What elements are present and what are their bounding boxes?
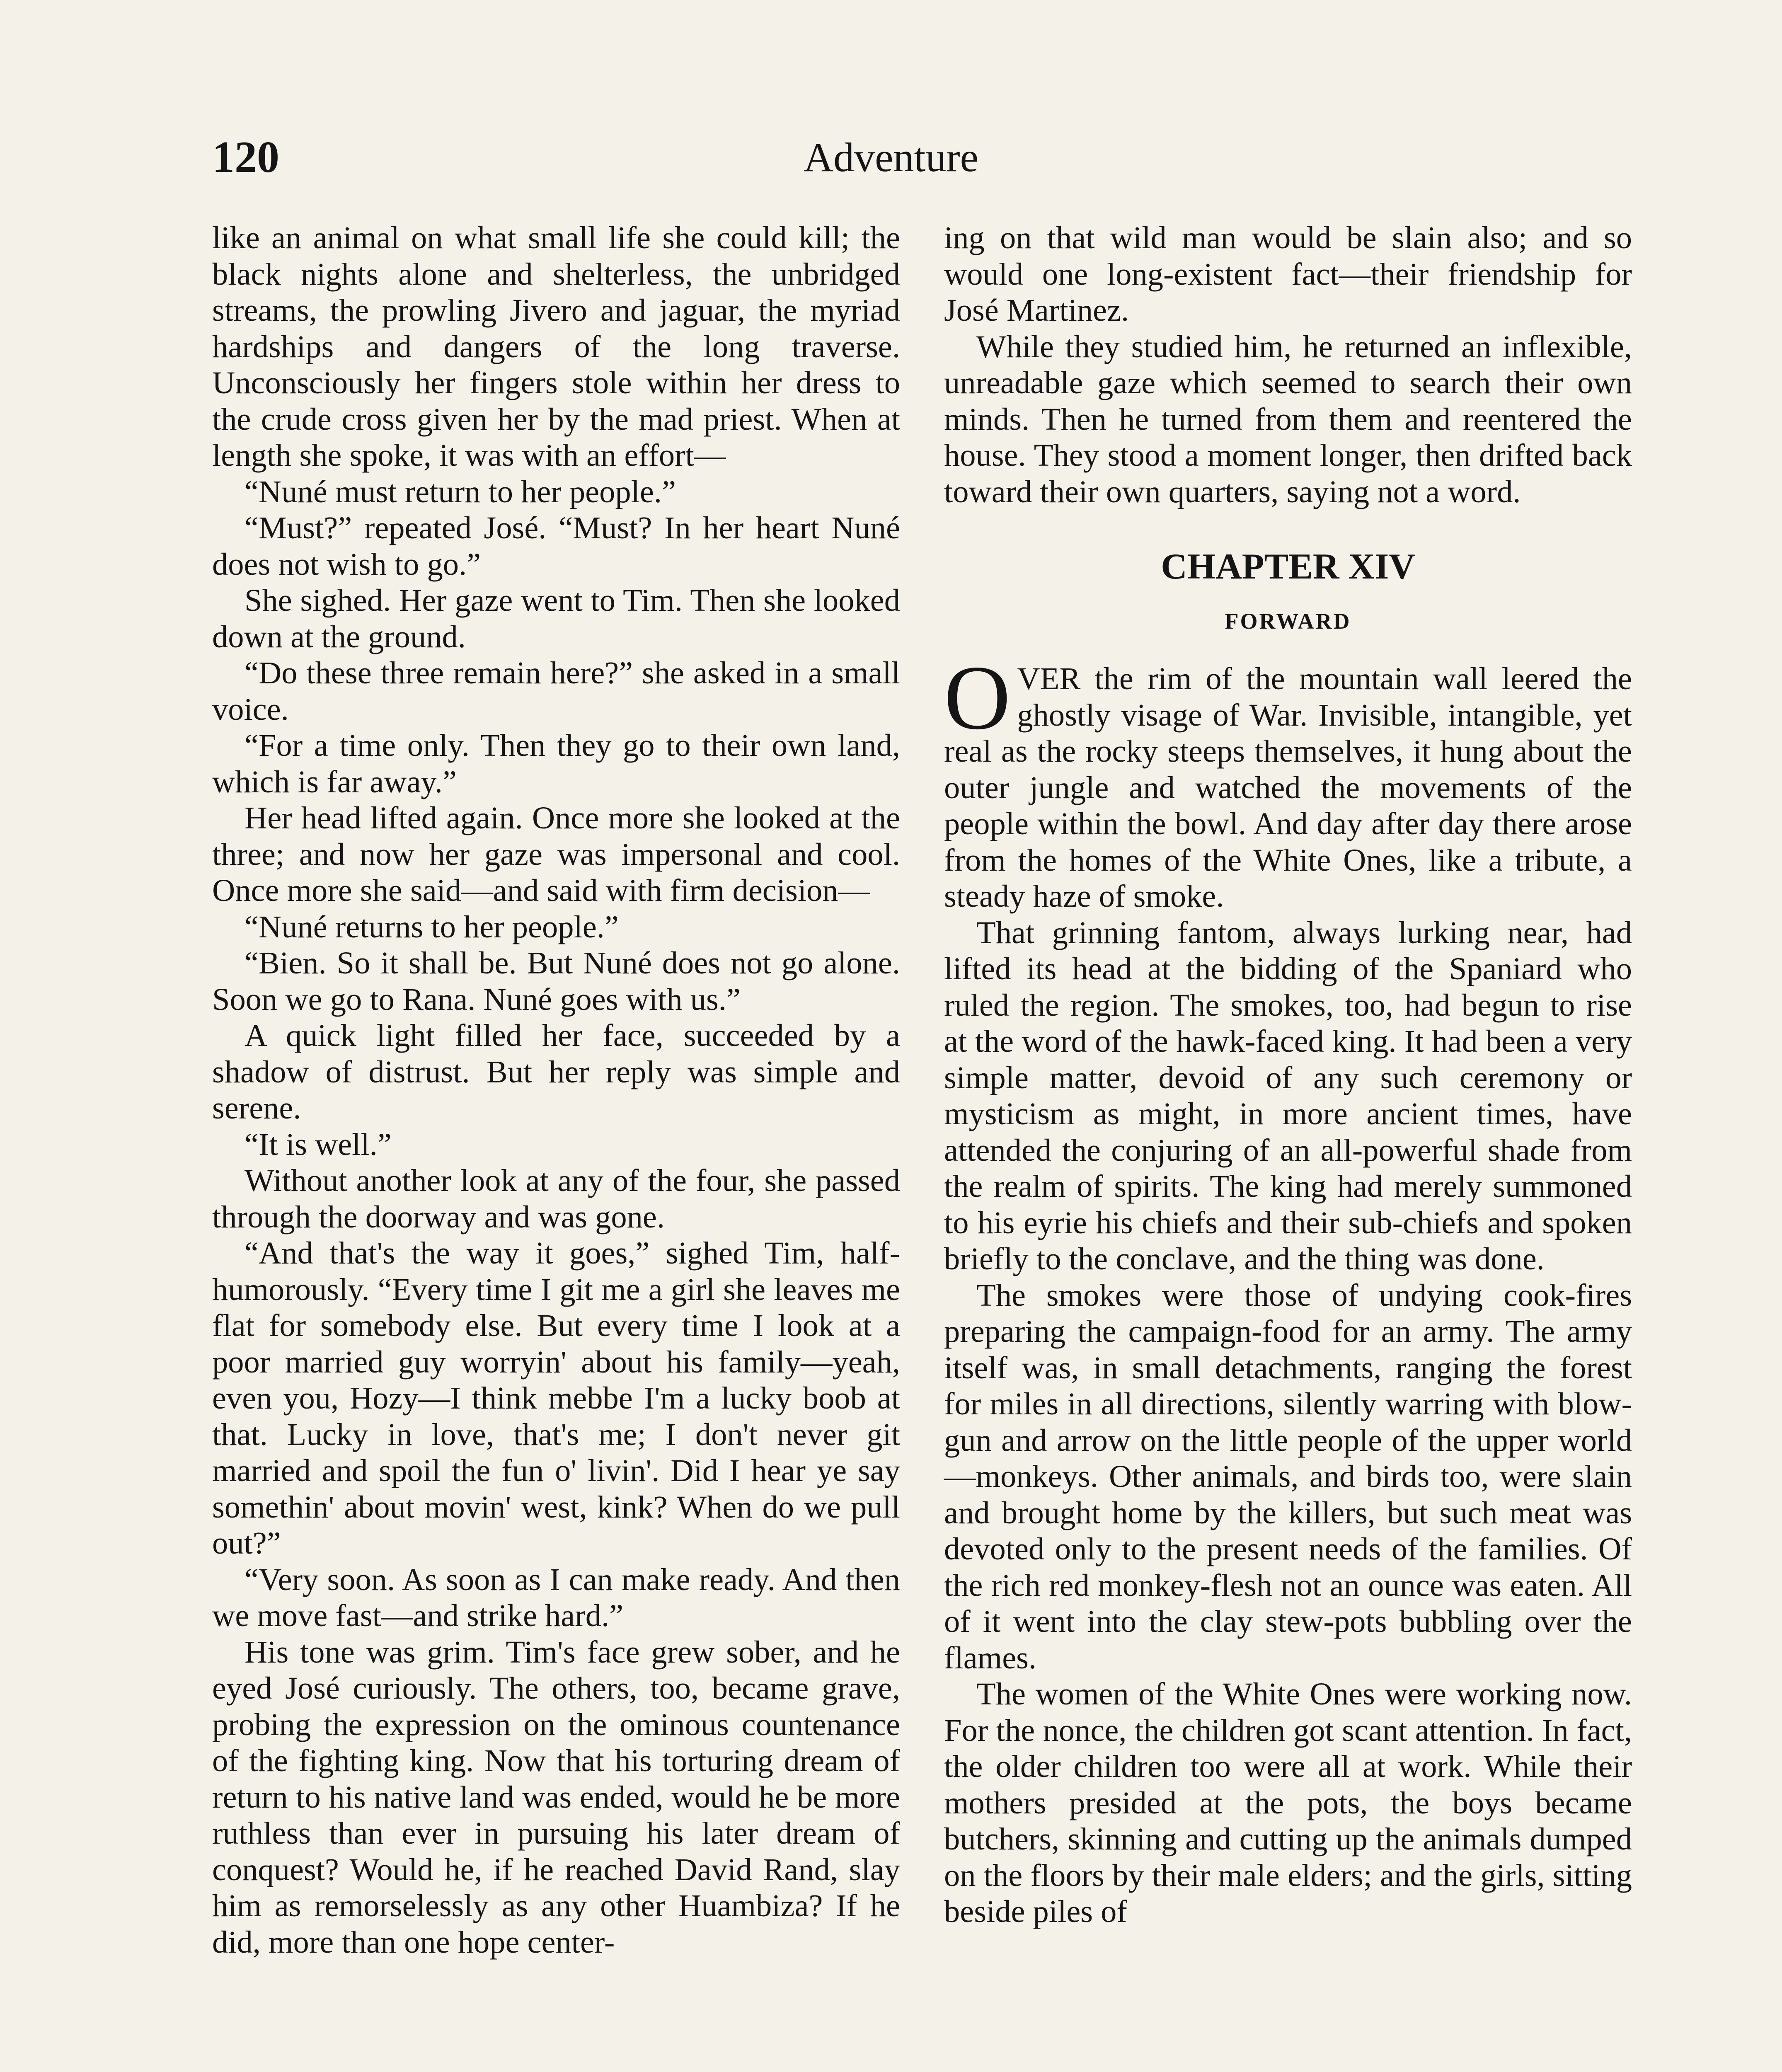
- chapter-subtitle: FORWARD: [1225, 609, 1351, 634]
- right-column: [944, 220, 1632, 1930]
- paragraph: “For a time only. Then they go to their own land, which is far away.”: [212, 728, 900, 799]
- paragraph: His tone was grim. Tim's face grew sober, and he eyed José curiously. The others, too, became grave, probing the expression on the ominous countenance of the fighting king. Now that his torturing dream of return to his native land was ended, would he be more ruthless than ever in pursuing his later dream of conquest? Would he, if he reached David Rand, slay him as remorselessly as any other Huambiza? If he did, more than one hope center-: [212, 1634, 900, 1960]
- paragraph: The smokes were those of undying cook-fires preparing the campaign-food for an army. The army itself was, in small detachments, ranging the forest for miles in all directions, silently warring with blow-gun and arrow on the little people of the upper world—monkeys. Other animals, and birds too, were slain and brought home by the killers, but such meat was devoted only to the present needs of the families. Of the rich red monkey-flesh not an ounce was eaten. All of it went into the clay stew-pots bubbling over the flames.: [944, 1277, 1632, 1675]
- paragraph: Her head lifted again. Once more she looked at the three; and now her gaze was impersonal and cool. Once more she said—and said with firm decision—: [212, 800, 900, 908]
- paragraph: A quick light filled her face, succeeded by a shadow of distrust. But her reply was simple and serene.: [212, 1018, 900, 1126]
- page-number: 120: [212, 133, 279, 182]
- running-title: Adventure: [803, 134, 979, 180]
- paragraph: “Must?” repeated José. “Must? In her heart Nuné does not wish to go.”: [212, 510, 900, 582]
- paragraph: “Nuné returns to her people.”: [245, 909, 619, 944]
- paragraph: “Bien. So it shall be. But Nuné does not go alone. Soon we go to Rana. Nuné goes with us.”: [212, 945, 900, 1017]
- chapter-heading: CHAPTER XIV: [1161, 547, 1415, 587]
- chapter-opening-paragraph: [944, 647, 1632, 915]
- drop-cap: O: [944, 647, 1011, 749]
- paragraph: She sighed. Her gaze went to Tim. Then she looked down at the ground.: [212, 583, 900, 654]
- paragraph: “Very soon. As soon as I can make ready. And then we move fast—and strike hard.”: [212, 1561, 900, 1633]
- page-header: [212, 128, 1570, 199]
- paragraph: “Do these three remain here?” she asked in a small voice.: [212, 655, 900, 727]
- chapter-opening-text: VER the rim of the mountain wall leered the ghostly visage of War. Invisible, intangible, yet real as the rocky steeps themselves, it hung about the outer jungle and watched the movements of the people within the bowl. And day after day there arose from the homes of the White Ones, like a tribute, a steady haze of smoke.: [944, 661, 1632, 914]
- paragraph: While they studied him, he returned an inflexible, unreadable gaze which seemed to search their own minds. Then he turned from them and reentered the house. They stood a moment longer, then drifted back toward their own quarters, saying not a word.: [944, 329, 1632, 509]
- paragraph: Without another look at any of the four, she passed through the doorway and was gone.: [212, 1163, 900, 1234]
- paragraph: like an animal on what small life she could kill; the black nights alone and shelterless, the unbridged streams, the prowling Jivero and jaguar, the myriad hardships and dangers of the long traverse. Unconsciously her fingers stole within her dress to the crude cross given her by the mad priest. When at length she spoke, it was with an effort—: [212, 220, 900, 473]
- paragraph: “It is well.”: [245, 1126, 392, 1162]
- left-column: [212, 220, 900, 1960]
- paragraph: ing on that wild man would be slain also; and so would one long-existent fact—their friendship for José Martinez.: [944, 220, 1632, 328]
- paragraph: “And that's the way it goes,” sighed Tim, half-humorously. “Every time I git me a girl she leaves me flat for somebody else. But every time I look at a poor married guy worryin' about his family—yeah, even you, Hozy—I think mebbe I'm a lucky boob at that. Lucky in love, that's me; I don't never git married and spoil the fun o' livin'. Did I hear ye say somethin' about movin' west, kink? When do we pull out?”: [212, 1235, 900, 1561]
- paragraph: The women of the White Ones were working now. For the nonce, the children got scant attention. In fact, the older children too were all at work. While their mothers presided at the pots, the boys became butchers, skinning and cutting up the animals dumped on the floors by their male elders; and the girls, sitting beside piles of: [944, 1676, 1632, 1929]
- paragraph: That grinning fantom, always lurking near, had lifted its head at the bidding of the Spaniard who ruled the region. The smokes, too, had begun to rise at the word of the hawk-faced king. It had been a very simple matter, devoid of any such ceremony or mysticism as might, in more ancient times, have attended the conjuring of an all-powerful shade from the realm of spirits. The king had merely summoned to his eyrie his chiefs and their sub-chiefs and spoken briefly to the conclave, and the thing was done.: [944, 915, 1632, 1276]
- paragraph: “Nuné must return to her people.”: [245, 474, 676, 509]
